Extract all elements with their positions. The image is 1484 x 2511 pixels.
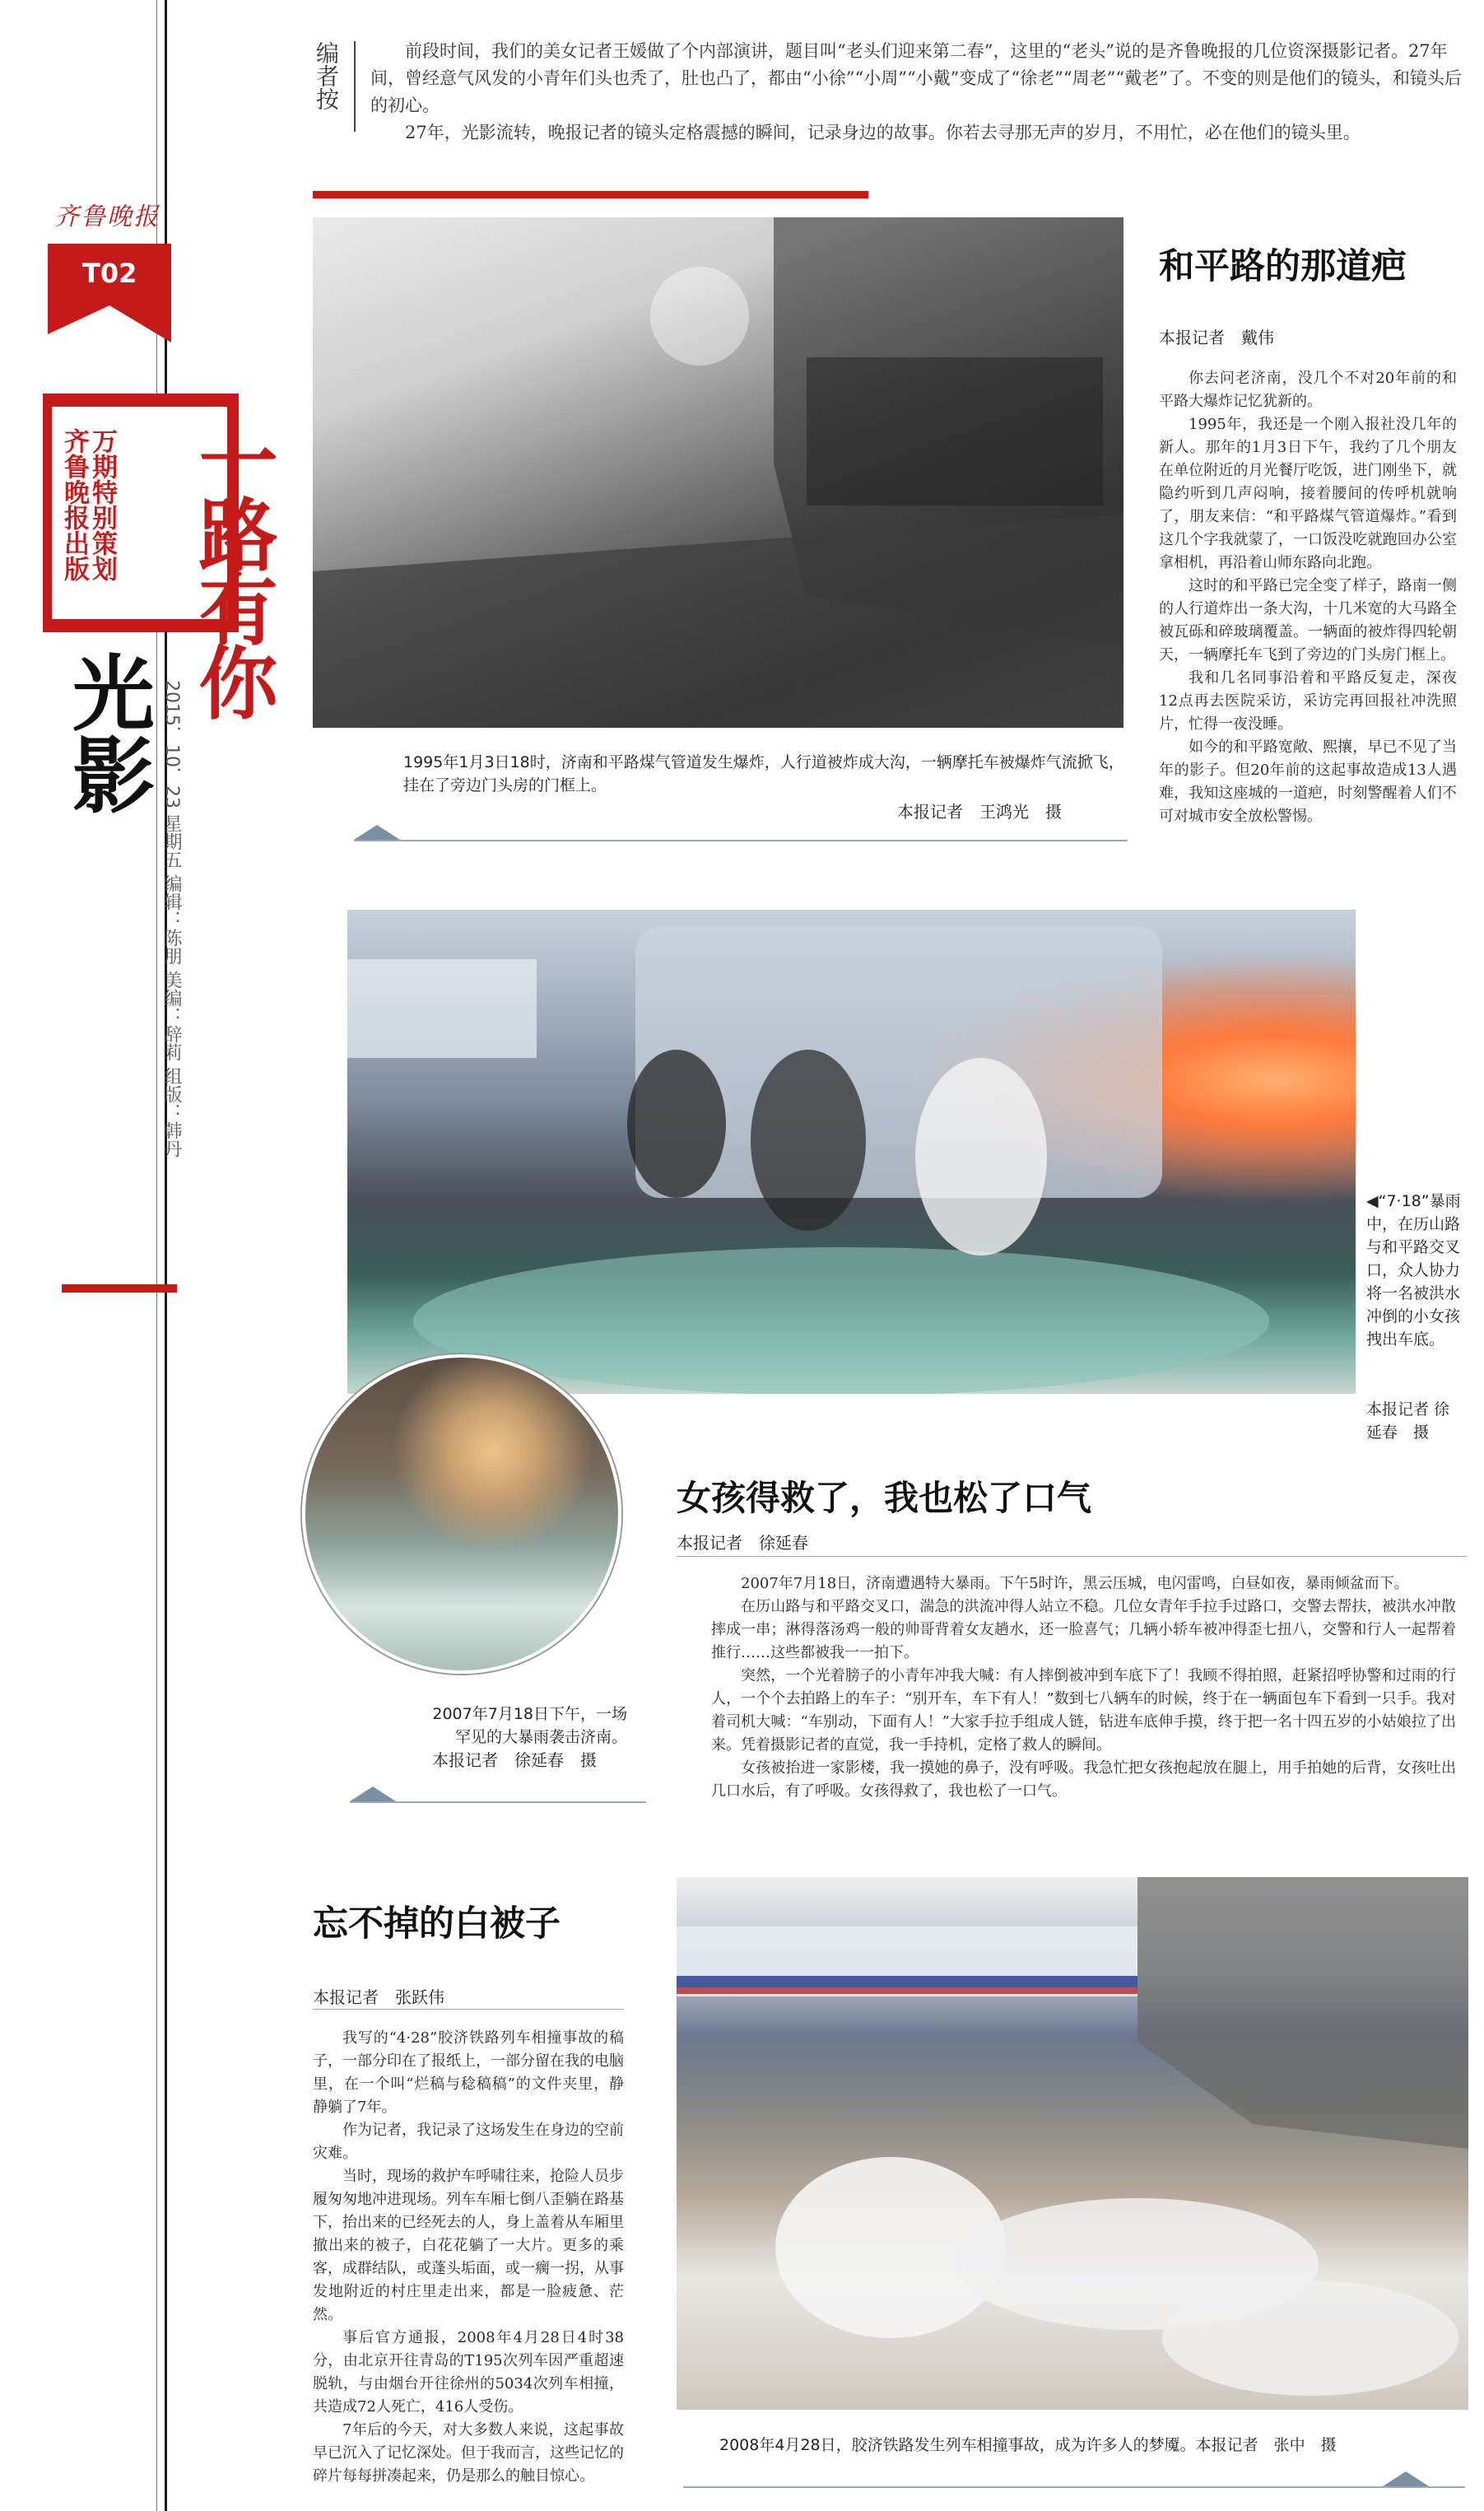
story3-byline: 本报记者 张跃伟 [313,1987,444,2007]
seal-subtitle-2: 万期特别策划 [87,428,117,581]
editor-note-label: 编者按 [313,41,340,110]
story2-side-credit: 本报记者 徐延春 摄 [1366,1400,1450,1442]
story2-rule [350,1801,646,1803]
seal-title: 一路有你 [186,420,279,716]
masthead-logo: 齐鲁晚报 [54,203,160,231]
editor-note [370,38,1465,147]
story2-paragraph: 女孩被抬进一家影楼，我一摸她的鼻子，没有呼吸。我急忙把女孩抱起放在腿上，用手拍她的后背，女孩吐出几口水后，有了呼吸。女孩得救了，我也松了一口气。 [711,1759,1456,1800]
story2-headline: 女孩得救了，我也松了口气 [677,1478,1092,1518]
story2-round-caption: 2007年7月18日下午，一场罕见的大暴雨袭击济南。 [432,1705,627,1746]
story3-paragraph: 7年后的今天，对大多数人来说，这起事故早已沉入了记忆深处。但于我而言，这些记忆的碎片每每拼凑起来，仍是那么的触目惊心。 [313,2421,624,2485]
story3-paragraph: 当时，现场的救护车呼啸往来，抢险人员步履匆匆地冲进现场。列车车厢七倒八歪躺在路基下，抬出来的已经死去的人，身上盖着从车厢里撤出来的被子，白花花躺了一大片。更多的乘客，成群结队，或蓬头垢面，或一瘸一拐，从事发地附近的村庄里走出来，都是一脸疲惫、茫然。 [313,2168,624,2323]
story2-round-photo [302,1354,621,1674]
story1-marker [354,825,400,840]
issue-meta: 2015．10．23 星期五 编辑：陈朋 美编：辞莉 组版：韩丹 [161,680,182,1158]
sidebar-inner-rule [156,0,157,2511]
story3-headline: 忘不掉的白被子 [313,1903,561,1945]
story1-paragraph: 我和几名同事沿着和平路反复走，深夜12点再去医院采访，采访完再回报社冲洗照片，忙得一夜没睡。 [1159,669,1457,733]
story2-photo [347,910,1356,1394]
editor-note-rule [354,41,356,132]
story3-caption: 2008年4月28日，胶济铁路发生列车相撞事故，成为许多人的梦魇。本报记者 张中 摄 [719,2436,1337,2454]
sidebar-rule [165,0,167,2511]
story1-rule [354,840,1128,841]
section-title: 光影 [58,650,155,815]
story1-paragraph: 你去问老济南，没几个不对20年前的和平路大爆炸记忆犹新的。 [1159,370,1457,410]
story2-paragraph: 2007年7月18日，济南遭遇特大暴雨。下午5时许，黑云压城，电闪雷鸣，白昼如夜，暴雨倾盆而下。 [741,1575,1409,1592]
story3-marker [1383,2471,1429,2486]
story1-red-bar [313,191,868,198]
story2-byline-rule [677,1556,1467,1557]
story1-photo-credit: 本报记者 王鸿光 摄 [897,802,1062,822]
story1-byline: 本报记者 戴伟 [1159,328,1274,347]
editor-note-paragraph: 前段时间，我们的美女记者王媛做了个内部演讲，题目叫“老头们迎来第二春”，这里的“老头”说的是齐鲁晚报的几位资深摄影记者。27年间，曾经意气风发的小青年们头也秃了，肚也凸了，都由“小徐”“小周”“小戴”变成了“徐老”“周老”“戴老”了。不变的则是他们的镜头，和镜头后的初心。 [370,41,1462,115]
sidebar-red-mark [62,1284,177,1293]
story3-paragraph: 我写的“4·28”胶济铁路列车相撞事故的稿子，一部分印在了报纸上，一部分留在我的电脑里，在一个叫“烂稿与稔稿稿”的文件夹里，静静躺了7年。 [313,2029,624,2116]
story2-marker [350,1787,396,1801]
story1-paragraph: 如今的和平路宽敞、熙攘，早已不见了当年的影子。但20年前的这起事故造成13人遇难，我知这座城的一道疤，时刻警醒着人们不可对城市安全放松警惕。 [1159,738,1457,825]
story2-side-caption: ◀“7·18”暴雨中，在历山路与和平路交叉口，众人协力将一名被洪水冲倒的小女孩拽出车底。 [1366,1192,1461,1349]
story2-paragraph: 突然，一个光着膀子的小青年冲我大喊：有人摔倒被冲到车底下了！我顾不得拍照，赶紧招呼协警和过雨的行人，一个个去拍路上的车子：“别开车，车下有人！”数到七八辆车的时候，终于在一辆面包车下看到一只手。我对着司机大喊：“车别动，下面有人！”大家手拉手组成人链，钻进车底伸手摸，终于把一名十四五岁的小姑娘拉了出来。凭着摄影记者的直觉，我一手持机，定格了救人的瞬间。 [711,1667,1456,1754]
story3-photo-art [677,1877,1468,2410]
editor-note-paragraph: 27年，光影流转，晚报记者的镜头定格震撼的瞬间，记录身边的故事。你若去寻那无声的岁月，不用忙，必在他们的镜头里。 [405,123,1361,142]
story2-paragraph: 在历山路与和平路交叉口，湍急的洪流冲得人站立不稳。几位女青年手拉手过路口，交警去帮扶，被洪水冲散摔成一串；淋得落汤鸡一般的帅哥背着女友趟水，还一脸喜气；几辆小轿车被冲得歪七扭八，交警和行人一起帮着推行……这些都被我一一拍下。 [711,1598,1456,1661]
story3-photo [677,1877,1468,2410]
story1-paragraph: 1995年，我还是一个刚入报社没几年的新人。那年的1月3日下午，我约了几个朋友在单位附近的月光餐厅吃饭，进门刚坐下，就隐约听到几声闷响，接着腰间的传呼机就响了，朋友来信：“和平路煤气管道爆炸。”看到这几个字我就蒙了，一口饭没吃就跑回办公室拿相机，再沿着山师东路向北跑。 [1159,416,1457,571]
story3-paragraph: 作为记者，我记录了这场发生在身边的空前灾难。 [313,2122,624,2162]
story2-body [711,1572,1456,1803]
page-number: T02 [82,258,137,289]
story2-photo-art [347,910,1356,1394]
story1-headline: 和平路的那道疤 [1159,246,1407,287]
story3-rule [683,2486,1465,2488]
story1-caption: 1995年1月3日18时，济南和平路煤气管道发生爆炸，人行道被炸成大沟，一辆摩托车被爆炸气流掀飞，挂在了旁边门头房的门框上。 [403,753,1124,794]
story1-body [1159,367,1457,828]
story1-photo [313,217,1123,728]
story2-byline: 本报记者 徐延春 [677,1533,808,1553]
story3-body [313,2027,624,2488]
story1-paragraph: 这时的和平路已完全变了样子，路南一侧的人行道炸出一条大沟，十几米宽的大马路全被瓦砾和碎玻璃覆盖。一辆面的被炸得四轮朝天，一辆摩托车飞到了旁边的门头房门框上。 [1159,577,1457,664]
seal-subtitle-1: 齐鲁晚报出版 [59,428,89,581]
story2-round-credit: 本报记者 徐延春 摄 [432,1750,597,1770]
story3-paragraph: 事后官方通报，2008年4月28日4时38分，由北京开往青岛的T195次列车因严重超速脱轨，与由烟台开往徐州的5034次列车相撞，共造成72人死亡，416人受伤。 [313,2329,624,2415]
story3-byline-rule [313,2009,624,2010]
story1-photo-art [313,217,1123,728]
